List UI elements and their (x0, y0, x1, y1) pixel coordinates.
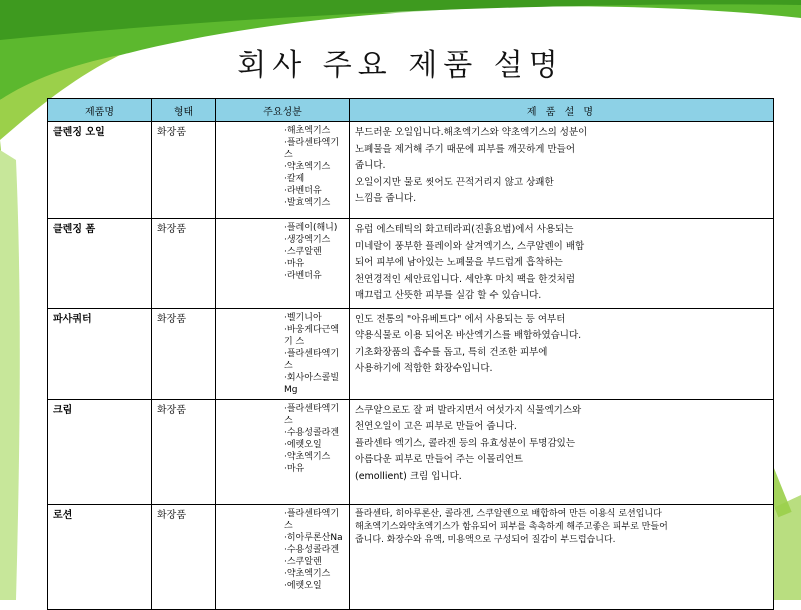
ingredient-item: ·약초엑기스 (284, 162, 331, 172)
product-type: 화장품 (152, 122, 216, 219)
description-line: 사용하기에 적합한 화장수입니다. (355, 363, 493, 374)
ingredient-item: ·플레이(해니) (284, 223, 338, 233)
description-line: 인도 전통의 "아유베트다" 에서 사용되는 등 여부터 (355, 313, 566, 325)
product-table (47, 98, 774, 610)
page-title: 회사 주요 제품 설명 (237, 48, 564, 83)
ingredient-item: ·약초엑기스 (284, 451, 331, 462)
description-line: 약용식물로 이용 되어온 바산엑기스를 배합하였습니다. (355, 330, 582, 341)
description-line: 부드러운 오일입니다.해초엑기스와 약초엑기스의 성분이 (355, 127, 588, 138)
table-row (48, 399, 774, 504)
product-ingredients (216, 122, 350, 219)
description-line: 오일이지만 물로 씻어도 끈적거리지 않고 상쾌한 (355, 176, 554, 188)
ingredient-item: ·마유 (284, 259, 305, 269)
ingredient-item: ·스쿠알렌 (284, 556, 322, 567)
description-line: 느낌을 줍니다. (355, 193, 417, 204)
ingredient-item: ·바웅게다근엑기 스 (284, 324, 340, 347)
ingredient-item: ·라벤더유 (284, 186, 322, 196)
product-table-container (47, 98, 773, 590)
product-name: 로션 (48, 504, 152, 609)
header-type: 형태 (152, 99, 216, 122)
description-line: 줍니다. 화장수와 유액, 미용액으로 구성되어 질감이 부드럽습니다. (355, 534, 616, 545)
description-line: 줍니다. (355, 160, 386, 171)
description-line: 되어 피부에 남아있는 노폐물을 부드럽게 흡착하는 (355, 257, 563, 268)
product-description (350, 504, 774, 609)
description-line: (emollient) 크림 입니다. (355, 470, 462, 482)
table-row (48, 504, 774, 609)
description-line: 아름다운 피부로 만들어 주는 이몰리언트 (355, 454, 524, 465)
product-type: 화장품 (152, 399, 216, 504)
header-description: 제 품 설 명 (350, 99, 774, 122)
ingredient-item: ·라벤더유 (284, 271, 322, 281)
ingredient-item: ·히아루론산Na (284, 532, 343, 543)
description-line: 노폐물을 제거해 주기 때문에 피부를 깨끗하게 만들어 (355, 143, 576, 155)
description-line: 매끄럽고 산뜻한 피부를 실감 할 수 있습니다. (355, 290, 542, 301)
ingredient-item: ·에렛오일 (284, 439, 322, 450)
product-type: 화장품 (152, 308, 216, 399)
header-ingredients: 주요성분 (216, 99, 350, 122)
description-line: 천연경적인 세안료입니다. 세안후 마치 팩을 한것처럼 (355, 273, 576, 285)
description-line: 플라센타, 히아루론산, 콜라겐, 스쿠알렌으로 배합하여 만든 이용식 로션입니다 (355, 508, 662, 519)
description-line: 기초화장품의 흡수를 돕고, 특히 건조한 피부에 (355, 346, 548, 358)
ingredient-item: ·플라센타엑기스 (284, 138, 340, 160)
description-line: 미네랄이 풍부한 플레이와 살겨엑기스, 스쿠알렌이 배합 (355, 240, 585, 252)
ingredient-item: ·해초엑기스 (284, 126, 331, 136)
ingredient-item: ·에렛오일 (284, 580, 322, 591)
description-line: 스쿠알으로도 잘 펴 발라지면서 여섯가지 식물엑기스와 (355, 404, 582, 416)
ingredient-item: ·벨기니아 (284, 312, 322, 323)
description-line: 해초엑기스와약초엑기스가 함유되어 피부를 촉촉하게 해주고좋은 피부로 만들어 (355, 521, 668, 532)
product-type: 화장품 (152, 219, 216, 309)
table-row (48, 219, 774, 309)
ingredient-item: ·회사아스콜빌Mg (284, 372, 340, 395)
product-name: 클렌징 폼 (48, 219, 152, 309)
ingredient-item: ·칼제 (284, 174, 305, 184)
ingredient-item: ·수용성콜라겐 (284, 544, 340, 555)
table-header-row (48, 99, 774, 122)
product-ingredients (216, 399, 350, 504)
table-row (48, 122, 774, 219)
ingredient-item: ·플라센타엑기스 (284, 508, 340, 531)
product-ingredients (216, 219, 350, 309)
ingredient-item: ·약초엑기스 (284, 568, 331, 579)
product-ingredients (216, 308, 350, 399)
ingredient-item: ·플라센타엑기스 (284, 348, 340, 371)
ingredient-item: ·발효엑기스 (284, 198, 331, 208)
product-name: 파사쿼터 (48, 308, 152, 399)
product-description (350, 219, 774, 309)
header-product-name: 제품명 (48, 99, 152, 122)
product-description (350, 122, 774, 219)
ingredient-item: ·생강엑기스 (284, 235, 331, 245)
ingredient-item: ·마유 (284, 463, 305, 474)
ingredient-item: ·플라센타엑기스 (284, 403, 340, 426)
description-line: 천연오일이 고은 피부로 만들어 줍니다. (355, 421, 517, 432)
product-ingredients (216, 504, 350, 609)
description-line: 플라센타 엑기스, 콜라겐 등의 유효성분이 투명감있는 (355, 437, 576, 449)
product-description (350, 399, 774, 504)
description-line: 유럽 에스테틱의 화고테라피(진흙요법)에서 사용되는 (355, 224, 574, 235)
table-row (48, 308, 774, 399)
ingredient-item: ·스쿠알렌 (284, 247, 322, 257)
product-name: 크림 (48, 399, 152, 504)
product-description (350, 308, 774, 399)
ingredient-item: ·수용성콜라겐 (284, 427, 340, 438)
product-name: 클렌징 오일 (48, 122, 152, 219)
product-type: 화장품 (152, 504, 216, 609)
